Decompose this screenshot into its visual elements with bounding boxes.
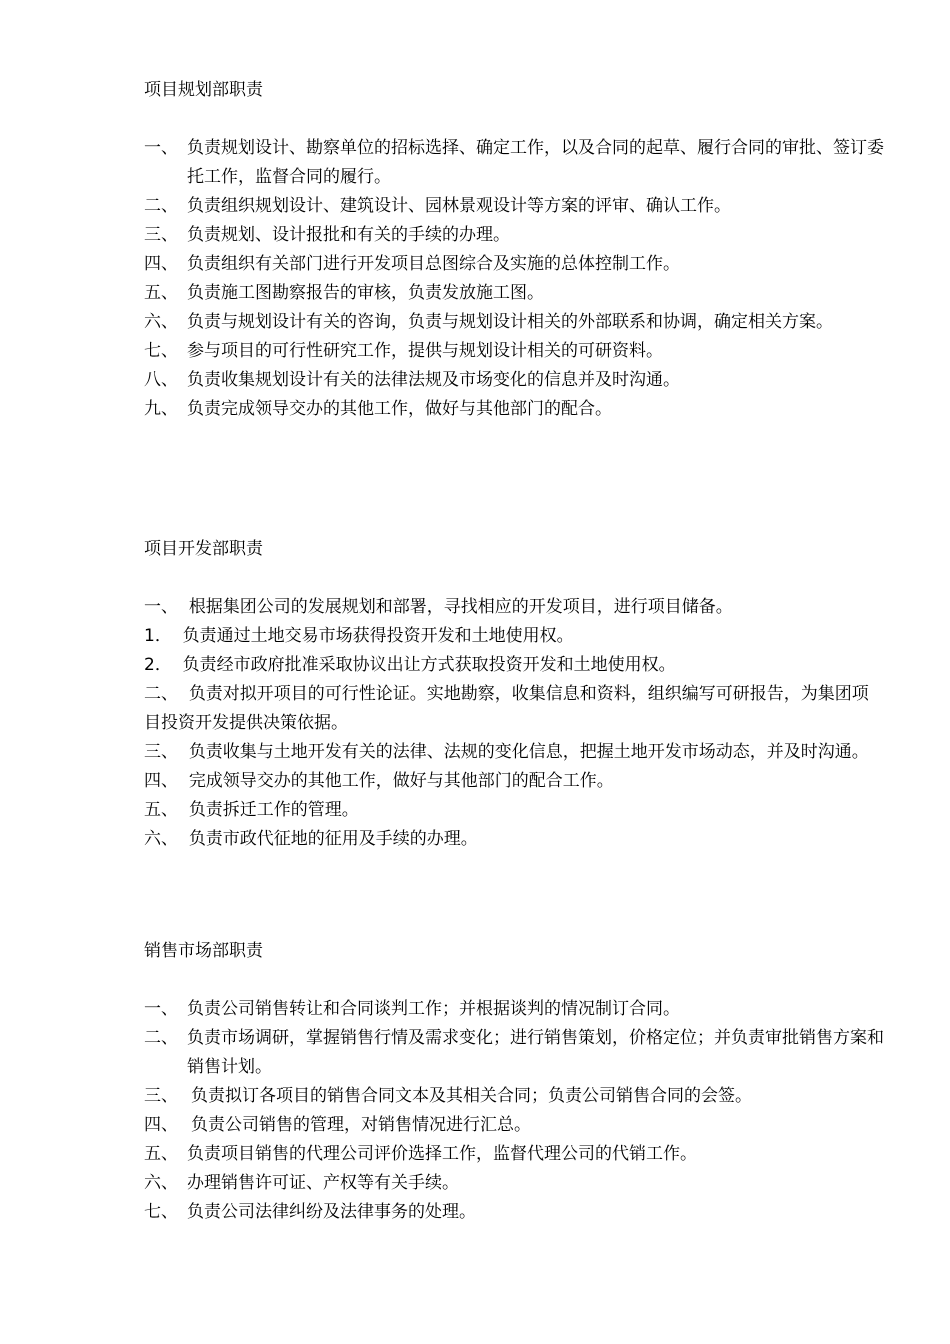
section-development — [144, 535, 884, 854]
list-item: 七、 参与项目的可行性研究工作，提供与规划设计相关的可研资料。 — [144, 341, 663, 361]
list-item: 三、 负责收集与土地开发有关的法律、法规的变化信息，把握土地开发市场动态，并及时沟通。 — [144, 742, 869, 762]
list-item: 三、 负责规划、设计报批和有关的手续的办理。 — [144, 225, 510, 245]
list-item: 七、 负责公司法律纠纷及法律事务的处理。 — [144, 1202, 476, 1222]
list-item: 九、 负责完成领导交办的其他工作，做好与其他部门的配合。 — [144, 399, 612, 419]
list-item: 五、 负责施工图勘察报告的审核，负责发放施工图。 — [144, 283, 544, 303]
list-item: 四、 负责公司销售的管理，对销售情况进行汇总。 — [144, 1115, 531, 1135]
list-item: 六、 负责与规划设计有关的咨询，负责与规划设计相关的外部联系和协调，确定相关方案。 — [144, 312, 833, 332]
section-sales — [144, 937, 884, 1227]
list-item: 2． 负责经市政府批准采取协议出让方式获取投资开发和土地使用权。 — [144, 655, 676, 675]
list-item: 五、 负责拆迁工作的管理。 — [144, 800, 359, 820]
section-title: 项目开发部职责 — [144, 539, 263, 559]
list-item: 一、 根据集团公司的发展规划和部署，寻找相应的开发项目，进行项目储备。 — [144, 597, 733, 617]
list-item: 一、 负责公司销售转让和合同谈判工作；并根据谈判的情况制订合同。 — [144, 999, 680, 1019]
list-item: 一、 负责规划设计、勘察单位的招标选择、确定工作，以及合同的起草、履行合同的审批、签订委托工作，监督合同的履行。 — [144, 138, 884, 187]
section-planning — [144, 76, 884, 424]
list-item: 八、 负责收集规划设计有关的法律法规及市场变化的信息并及时沟通。 — [144, 370, 680, 390]
list-item: 四、 完成领导交办的其他工作，做好与其他部门的配合工作。 — [144, 771, 614, 791]
section-title: 销售市场部职责 — [144, 941, 263, 961]
list-item: 二、 负责对拟开项目的可行性论证。实地勘察，收集信息和资料，组织编写可研报告，为集团项目投资开发提供决策依据。 — [144, 684, 869, 733]
list-item: 五、 负责项目销售的代理公司评价选择工作，监督代理公司的代销工作。 — [144, 1144, 697, 1164]
list-item: 二、 负责组织规划设计、建筑设计、园林景观设计等方案的评审、确认工作。 — [144, 196, 731, 216]
section-title: 项目规划部职责 — [144, 80, 263, 100]
list-item: 三、 负责拟订各项目的销售合同文本及其相关合同；负责公司销售合同的会签。 — [144, 1086, 752, 1106]
list-item: 四、 负责组织有关部门进行开发项目总图综合及实施的总体控制工作。 — [144, 254, 680, 274]
list-item: 六、 办理销售许可证、产权等有关手续。 — [144, 1173, 459, 1193]
list-item: 六、 负责市政代征地的征用及手续的办理。 — [144, 829, 478, 849]
list-item: 二、 负责市场调研，掌握销售行情及需求变化；进行销售策划，价格定位；并负责审批销售方案和销售计划。 — [144, 1028, 884, 1077]
list-item: 1． 负责通过土地交易市场获得投资开发和土地使用权。 — [144, 626, 574, 646]
